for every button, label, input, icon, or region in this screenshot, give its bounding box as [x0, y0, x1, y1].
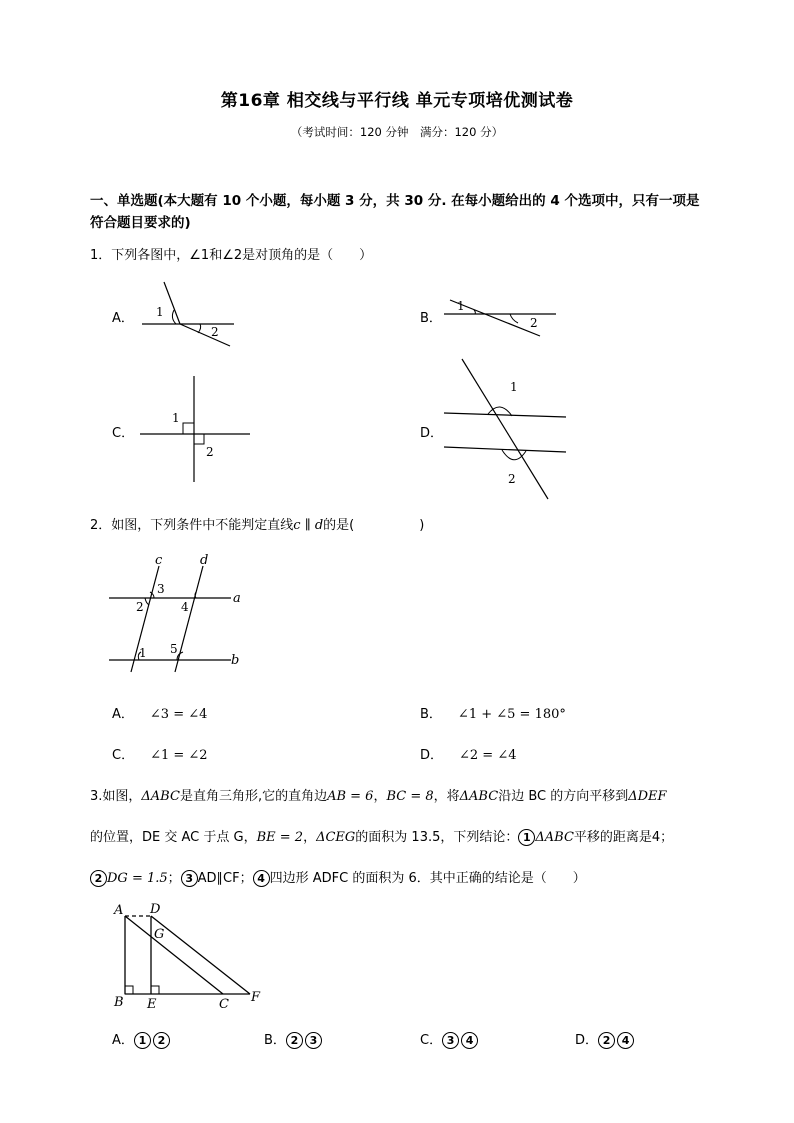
question-3-line-1: 3.如图，ΔABC是直角三角形,它的直角边AB = 6，BC = 8，将ΔABC沿边 BC 的方向平移到ΔDEF [90, 789, 667, 804]
q1b-angle2-label: 2 [530, 316, 538, 330]
point-e-label: E [147, 997, 157, 1012]
angle-4-label: 4 [181, 600, 189, 614]
line-a-label: a [233, 591, 241, 606]
q1c-angle2-label: 2 [206, 445, 214, 459]
q1a-angle2-label: 2 [211, 325, 219, 339]
point-b-label: B [114, 995, 124, 1010]
q2-option-a: A． ∠3 = ∠4 [112, 707, 208, 722]
point-d-label: D [150, 902, 161, 917]
q2-option-d: D． ∠2 = ∠4 [420, 748, 517, 763]
q1-option-b-label: B． [420, 311, 442, 326]
section-heading: 一、单选题(本大题有 10 个小题，每小题 3 分，共 30 分. 在每小题给出的 4 个选项中，只有一项是符合题目要求的) [90, 193, 700, 231]
circled-number-4: 4 [253, 870, 270, 887]
point-f-label: F [251, 990, 261, 1005]
angle-3-label: 3 [157, 582, 165, 596]
point-g-label: G [154, 927, 165, 942]
q1c-angle1-label: 1 [172, 411, 180, 425]
question-3-line-3: 2 DG = 1.5； 3 AD∥CF； 4 四边形 ADFC 的面积为 6．其中正确的结论是（ ） [90, 867, 586, 887]
line-d-label: d [200, 553, 209, 568]
q1-figure-c [130, 372, 255, 484]
q1-figure-b [440, 290, 565, 342]
q1-figure-d [440, 355, 570, 503]
q1d-angle1-label: 1 [510, 380, 518, 394]
line-c-label: c [155, 553, 163, 568]
q2-option-c: C． ∠1 = ∠2 [112, 748, 208, 763]
q2-option-b: B． ∠1 + ∠5 = 180° [420, 707, 566, 722]
angle-1-label: 1 [139, 646, 147, 660]
circled-number-1: 1 [518, 829, 535, 846]
exam-info: （考试时间：120 分钟 满分：120 分） [290, 125, 504, 139]
q3-option-c: C． 3 4 [420, 1029, 478, 1049]
question-1-stem: 1．下列各图中，∠1和∠2是对顶角的是（ ） [90, 248, 373, 263]
q1a-angle1-label: 1 [156, 305, 164, 319]
angle-5-label: 5 [170, 642, 178, 656]
q1-option-c-label: C． [112, 426, 135, 441]
q3-option-a: A． 1 2 [112, 1029, 170, 1049]
page-title: 第16章 相交线与平行线 单元专项培优测试卷 [220, 91, 574, 111]
q3-option-d: D． 2 4 [575, 1029, 634, 1049]
circled-number-3: 3 [181, 870, 198, 887]
q1b-angle1-label: 1 [457, 299, 465, 313]
q3-figure [105, 898, 275, 1016]
angle-2-label: 2 [136, 600, 144, 614]
point-c-label: C [219, 997, 229, 1012]
point-a-label: A [114, 903, 124, 918]
q1-option-d-label: D． [420, 426, 444, 441]
line-b-label: b [231, 653, 240, 668]
q2-figure [105, 548, 255, 676]
q1d-angle2-label: 2 [508, 472, 516, 486]
q1-figure-a [130, 278, 250, 354]
q1-option-a-label: A． [112, 311, 134, 326]
question-2-stem: 2．如图，下列条件中不能判定直线c ∥ d的是( ) [90, 518, 425, 533]
q3-option-b: B． 2 3 [264, 1029, 322, 1049]
question-3-line-2: 的位置，DE 交 AC 于点 G，BE = 2，ΔCEG的面积为 13.5，下列结论： 1 ΔABC平移的距离是4； [90, 830, 674, 845]
circled-number-2: 2 [90, 870, 107, 887]
